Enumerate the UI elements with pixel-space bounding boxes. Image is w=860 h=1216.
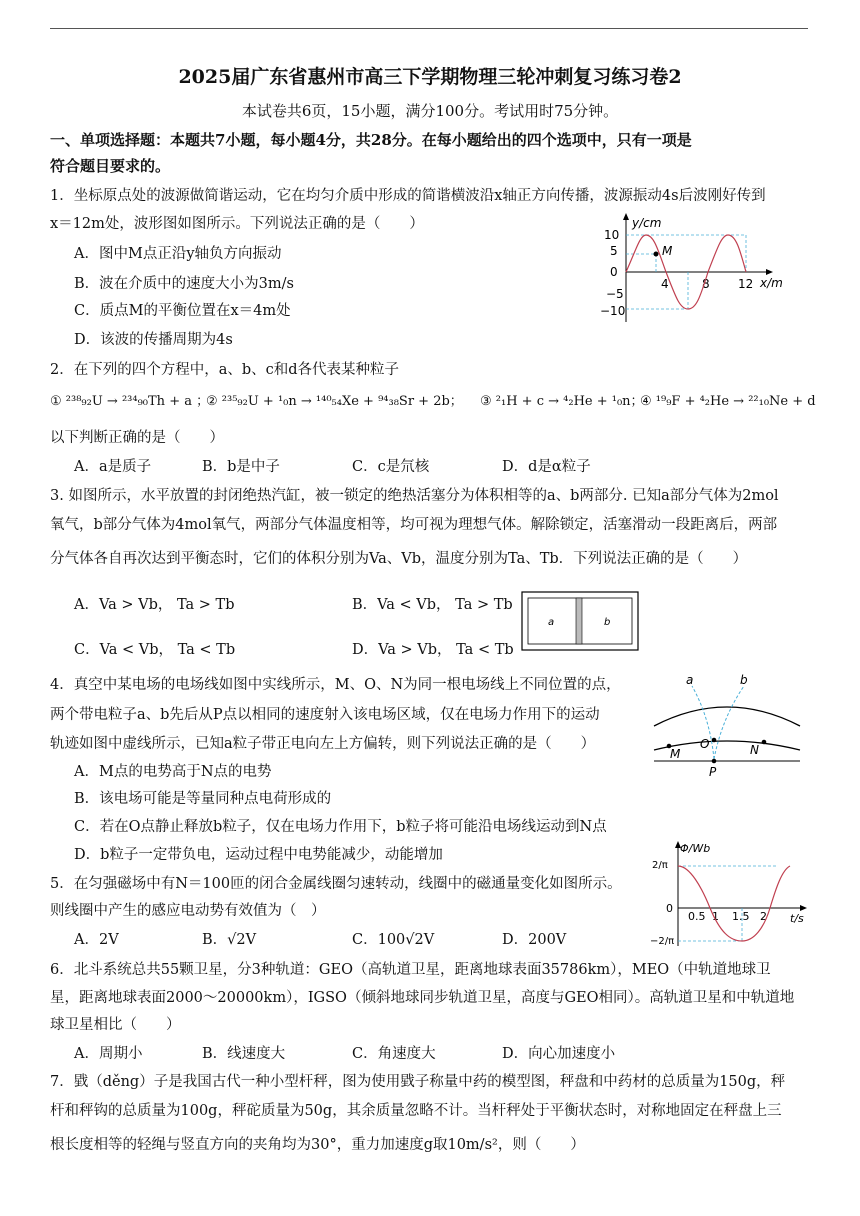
q4-label-b: b: [740, 673, 748, 687]
q3-cylinder-figure: [520, 590, 640, 652]
q7-stem: 7．戥（děng）子是我国古代一种小型杆秤，图为使用戥子称量中药的模型图，秤盘和中药材的总质量为150g，秤: [50, 1074, 786, 1090]
q5-flux-curve: [678, 866, 790, 941]
q4-point-o: [712, 738, 717, 743]
q5-flux-figure: [650, 838, 810, 950]
q1-wave-figure: [590, 210, 790, 326]
q1-ytick-5: 5: [610, 244, 618, 258]
q5-ytop: 2/π: [652, 860, 668, 871]
q3-option-b: B．Va < Vb， Ta > Tb: [352, 597, 513, 613]
q1-ytick-10: 10: [604, 228, 620, 242]
q4-point-n: [762, 740, 767, 745]
q5-zero: 0: [666, 902, 673, 915]
q5-option-b: B．√2V: [202, 932, 257, 948]
q3-stem: 3. 如图所示，水平放置的封闭绝热汽缸，被一锁定的绝热活塞分为体积相等的a、b两部分. 已知a部分气体为2mol: [50, 488, 779, 504]
q6-stem-cont2: 球卫星相比（ ）: [50, 1017, 181, 1033]
q4-stem-cont2: 轨迹如图中虚线所示，已知a粒子带正电向左上方偏转，则下列说法正确的是（ ）: [50, 736, 596, 752]
q3-option-a: A．Va > Vb， Ta > Tb: [74, 597, 235, 613]
q2-option-b: B．b是中子: [202, 459, 280, 475]
q4-label-o: O: [700, 737, 710, 751]
q1-option-a: A．图中M点正沿y轴负方向振动: [74, 246, 282, 262]
q2-stem: 2．在下列的四个方程中，a、b、c和d各代表某种粒子: [50, 362, 400, 378]
q1-xtick-4: 4: [661, 277, 669, 291]
q4-option-a: A．M点的电势高于N点的电势: [74, 764, 272, 780]
q2-option-c: C．c是氘核: [352, 459, 430, 475]
q1-xtick-8: 8: [702, 277, 710, 291]
q2-eq1: ① ²³⁸₉₂U → ²³⁴₉₀Th + a ；: [50, 394, 210, 409]
q4-option-b: B．该电场可能是等量同种点电荷形成的: [74, 791, 332, 807]
q4-label-p: P: [709, 765, 717, 779]
q3-piston: [576, 598, 582, 644]
q1-ylabel: y/cm: [632, 216, 662, 230]
q5-stem: 5．在匀强磁场中有N＝100匝的闭合金属线圈匀速转动，线圈中的磁通量变化如图所示。: [50, 876, 622, 892]
q2-option-d: D．d是α粒子: [502, 459, 591, 475]
q3-stem-cont1: 氧气，b部分气体为4mol氧气，两部分气体温度相等，均可视为理想气体。解除锁定，活塞滑动一段距离后，两部: [50, 517, 778, 533]
q2-option-a: A．a是质子: [74, 459, 152, 475]
q5-stem-cont: 则线圈中产生的感应电动势有效值为（ ）: [50, 903, 326, 919]
top-rule: [50, 28, 808, 29]
page-title: 2025届广东省惠州市高三下学期物理三轮冲刺复习练习卷2: [178, 66, 682, 88]
q1-stem: 1．坐标原点处的波源做简谐运动，它在均匀介质中形成的简谐横波沿x轴正方向传播，波源振动4s后波刚好传到: [50, 188, 766, 204]
q6-option-d: D．向心加速度小: [502, 1046, 616, 1062]
q4-field-figure: [652, 668, 802, 780]
q1-ytick-neg5: −5: [606, 287, 624, 301]
q7-stem-cont2: 根长度相等的轻绳与竖直方向的夹角均为30°，重力加速度g取10m/s²，则（ ）: [50, 1137, 585, 1153]
q4-label-a: a: [686, 673, 694, 687]
q5-xtick-2: 2: [760, 910, 767, 923]
q5-option-d: D．200V: [502, 932, 567, 948]
q6-stem: 6．北斗系统总共55颗卫星，分3种轨道：GEO（高轨道卫星，距离地球表面35786km），MEO（中轨道地球卫: [50, 962, 771, 978]
q2-eq3: ③ ²₁H + c → ⁴₂He + ¹₀n；: [480, 394, 644, 409]
q1-xlabel: x/m: [760, 276, 783, 290]
q1-option-d: D．该波的传播周期为4s: [74, 332, 233, 348]
q1-ytick-0: 0: [610, 265, 618, 279]
section-heading-cont: 符合题目要求的。: [50, 157, 171, 175]
q1-stem-cont: x＝12m处，波形图如图所示。下列说法正确的是（ ）: [50, 216, 424, 232]
q5-xtick-15: 1.5: [732, 910, 750, 923]
q3-label-b: b: [604, 617, 611, 628]
q5-xtick-05: 0.5: [688, 910, 706, 923]
q3-label-a: a: [548, 617, 555, 628]
q2-eq2: ② ²³⁵₉₂U + ¹₀n → ¹⁴⁰₅₄Xe + ⁹⁴₃₈Sr + 2b；: [206, 394, 463, 409]
q4-option-c: C．若在O点静止释放b粒子，仅在电场力作用下，b粒子将可能沿电场线运动到N点: [74, 819, 607, 835]
q1-ytick-neg10: −10: [600, 304, 626, 318]
q1-point-m-label: M: [662, 244, 673, 258]
q6-option-a: A．周期小: [74, 1046, 143, 1062]
q1-option-c: C．质点M的平衡位置在x＝4m处: [74, 303, 291, 319]
q6-stem-cont1: 星，距离地球表面2000～20000km），IGSO（倾斜地球同步轨道卫星，高度与GEO相同）。高轨道卫星和中轨道地: [50, 990, 795, 1006]
q2-ask: 以下判断正确的是（ ）: [50, 430, 224, 446]
q6-option-c: C．角速度大: [352, 1046, 436, 1062]
q4-stem: 4．真空中某电场的电场线如图中实线所示，M、O、N为同一根电场线上不同位置的点，: [50, 677, 621, 693]
page-subtitle: 本试卷共6页，15小题，满分100分。考试用时75分钟。: [241, 102, 619, 120]
section-heading: 一、单项选择题：本题共7小题，每小题4分，共28分。在每小题给出的四个选项中，只有一项是: [50, 131, 692, 149]
q6-option-b: B．线速度大: [202, 1046, 286, 1062]
q4-label-m: M: [670, 747, 681, 761]
q5-xlabel: t/s: [790, 912, 804, 925]
q5-option-a: A．2V: [74, 932, 119, 948]
q4-stem-cont1: 两个带电粒子a、b先后从P点以相同的速度射入该电场区域，仅在电场力作用下的运动: [50, 707, 600, 723]
q5-xtick-1: 1: [712, 910, 719, 923]
q1-point-m: [654, 252, 659, 257]
q3-stem-cont2: 分气体各自再次达到平衡态时，它们的体积分别为Va、Vb，温度分别为Ta、Tb．下列说法正确的是（ ）: [50, 551, 748, 567]
q5-ylabel: Φ/Wb: [680, 842, 711, 855]
q1-option-b: B．波在介质中的速度大小为3m/s: [74, 276, 294, 292]
q1-xtick-12: 12: [738, 277, 754, 291]
q4-label-n: N: [750, 743, 759, 757]
q3-option-c: C．Va < Vb， Ta < Tb: [74, 642, 236, 658]
q2-eq4: ④ ¹⁹₉F + ⁴₂He → ²²₁₀Ne + d: [640, 394, 816, 409]
q5-option-c: C．100√2V: [352, 932, 435, 948]
q5-ybot: −2/π: [650, 936, 675, 947]
q3-option-d: D．Va > Vb， Ta < Tb: [352, 642, 514, 658]
q7-stem-cont1: 杆和秤钩的总质量为100g，秤砣质量为50g，其余质量忽略不计。当杆秤处于平衡状态时，对称地固定在秤盘上三: [50, 1103, 782, 1119]
q4-option-d: D．b粒子一定带负电，运动过程中电势能减少，动能增加: [74, 847, 443, 863]
q4-point-p: [712, 759, 717, 764]
